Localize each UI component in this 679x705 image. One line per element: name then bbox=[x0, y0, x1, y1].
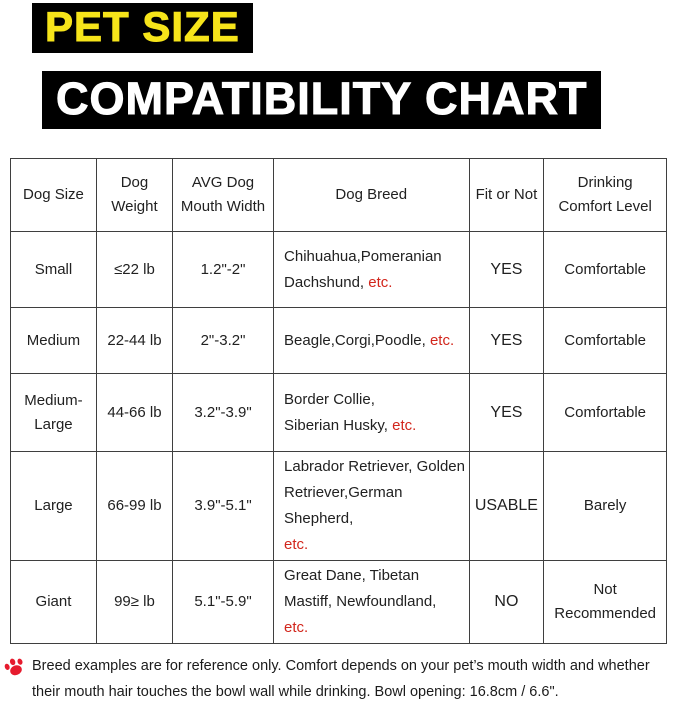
breed-cell: Beagle,Corgi,Poodle, etc. bbox=[274, 308, 469, 374]
compatibility-table bbox=[10, 158, 667, 644]
dog-weight-cell: 22-44 lb bbox=[96, 308, 172, 374]
col-header-mouth-width: AVG Dog Mouth Width bbox=[173, 159, 274, 232]
dog-size-cell: Medium bbox=[11, 308, 97, 374]
breed-cell: Chihuahua,Pomeranian Dachshund, etc. bbox=[274, 232, 469, 308]
dog-size-cell: Medium-Large bbox=[11, 374, 97, 452]
title-banner-pet-size bbox=[32, 3, 253, 53]
table-row-giant bbox=[11, 561, 667, 644]
breed-cell: Labrador Retriever, Golden Retriever,German Shepherd, etc. bbox=[274, 452, 469, 561]
etc-label: etc. bbox=[368, 273, 393, 291]
table-row-medium bbox=[11, 308, 667, 374]
dog-weight-cell: 66-99 lb bbox=[96, 452, 172, 561]
col-header-dog-weight: Dog Weight bbox=[96, 159, 172, 232]
etc-label: etc. bbox=[429, 331, 455, 349]
fit-status-cell: NO bbox=[469, 561, 544, 644]
comfort-cell: Comfortable bbox=[544, 374, 667, 452]
comfort-cell: Comfortable bbox=[544, 232, 667, 308]
dog-weight-cell: 44-66 lb bbox=[96, 374, 172, 452]
dog-size-cell: Small bbox=[11, 232, 97, 308]
page-title-line2: COMPATIBILITY CHART bbox=[56, 73, 588, 124]
header-row bbox=[11, 159, 667, 232]
col-header-comfort-level: Drinking Comfort Level bbox=[544, 159, 667, 232]
dog-weight-cell: ≤22 lb bbox=[96, 232, 172, 308]
table-row-large bbox=[11, 452, 667, 561]
comfort-cell: Comfortable bbox=[544, 308, 667, 374]
footnote-text bbox=[32, 653, 650, 705]
pet-size-chart-page bbox=[0, 3, 679, 705]
fit-status-cell: YES bbox=[469, 308, 544, 374]
mouth-width-cell: 5.1"-5.9" bbox=[173, 561, 274, 644]
footnote-line1: Breed examples are for reference only. Comfort depends on your pet’s mouth width and whether bbox=[32, 658, 650, 674]
footnote bbox=[3, 653, 677, 705]
table-row-medium-large bbox=[11, 374, 667, 452]
dog-size-cell: Large bbox=[11, 452, 97, 561]
etc-label: etc. bbox=[284, 619, 309, 636]
footnote-line2: their mouth hair touches the bowl wall while drinking. Bowl opening: 16.8cm / 6.6". bbox=[32, 684, 559, 700]
dog-size-cell: Giant bbox=[11, 561, 97, 644]
mouth-width-cell: 1.2"-2" bbox=[173, 232, 274, 308]
col-header-fit-or-not: Fit or Not bbox=[469, 159, 544, 232]
comfort-cell: Not Recommended bbox=[544, 561, 667, 644]
fit-status-cell: YES bbox=[469, 232, 544, 308]
comfort-cell: Barely bbox=[544, 452, 667, 561]
mouth-width-cell: 3.2"-3.9" bbox=[173, 374, 274, 452]
title-banner-compatibility-chart bbox=[42, 71, 601, 129]
fit-status-cell: USABLE bbox=[469, 452, 544, 561]
mouth-width-cell: 3.9"-5.1" bbox=[173, 452, 274, 561]
mouth-width-cell: 2"-3.2" bbox=[173, 308, 274, 374]
fit-status-cell: YES bbox=[469, 374, 544, 452]
table-row-small bbox=[11, 232, 667, 308]
breed-cell: Great Dane, Tibetan Mastiff, Newfoundland, etc. bbox=[274, 561, 469, 644]
dog-weight-cell: 99≥ lb bbox=[96, 561, 172, 644]
breed-cell: Border Collie, Siberian Husky, etc. bbox=[274, 374, 469, 452]
col-header-dog-size: Dog Size bbox=[11, 159, 97, 232]
col-header-dog-breed: Dog Breed bbox=[274, 159, 469, 232]
etc-label: etc. bbox=[284, 536, 309, 553]
page-title-line1: PET SIZE bbox=[45, 3, 240, 50]
etc-label: etc. bbox=[392, 416, 417, 434]
